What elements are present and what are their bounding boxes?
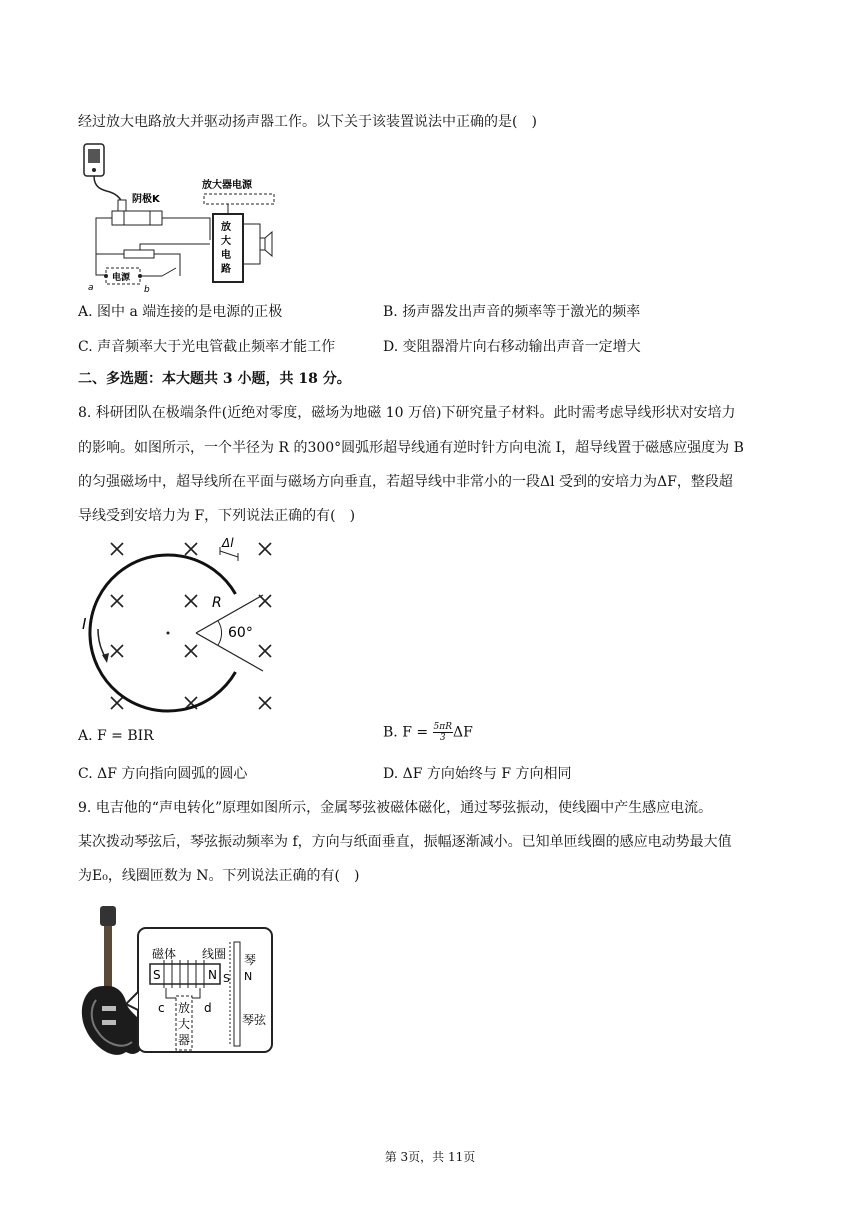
power-label: 电源: [112, 273, 131, 283]
svg-text:路: 路: [221, 264, 231, 275]
terminal-b: b: [144, 285, 150, 295]
q7-circuit-figure: [80, 140, 290, 295]
magnet-n: N: [208, 968, 217, 982]
terminal-a: a: [88, 283, 94, 293]
string-label: 琴弦: [242, 1013, 267, 1027]
q8-option-b-fraction: $\frac{5\pi R}{3}$: [433, 722, 452, 743]
string-n: N: [244, 970, 253, 983]
q7-stem: 经过放大电路放大并驱动扬声器工作。以下关于该装置说法中正确的是( ): [78, 114, 537, 130]
q9-line-3: 为E₀，线圈匝数为 N。下列说法正确的有( ): [78, 868, 360, 884]
lead-d: d: [204, 1001, 212, 1015]
svg-text:大: 大: [221, 236, 231, 247]
superconducting-arc: [90, 555, 236, 711]
angle-label: 60°: [228, 625, 253, 641]
svg-text:电: 电: [221, 250, 231, 261]
magnet-s: S: [153, 968, 161, 982]
page-footer: 第 3页，共 11页: [384, 1150, 476, 1164]
speaker-icon: [260, 238, 265, 250]
amp-power-label: 放大器电源: [202, 180, 252, 191]
segment-label: Δl: [222, 536, 234, 550]
coil-label: 线圈: [202, 947, 227, 961]
q7-option-c: C. 声音频率大于光电管截止频率才能工作: [78, 339, 336, 355]
q8-option-b-suffix: ΔF: [452, 724, 473, 741]
q9-guitar-figure: [78, 902, 278, 1064]
section-heading: 二、多选题：本大题共 3 小题，共 18 分。: [78, 371, 351, 387]
svg-text:大: 大: [178, 1017, 191, 1031]
q8-arc-figure: [78, 533, 288, 718]
svg-text:放: 放: [221, 222, 231, 233]
q8-option-d: D. ΔF 方向始终与 F 方向相同: [383, 766, 572, 782]
lead-c: c: [158, 1001, 165, 1015]
q8-option-a: A. F = BIR: [78, 728, 154, 744]
guitar-icon: [82, 906, 145, 1055]
q7-option-b: B. 扬声器发出声音的频率等于激光的频率: [383, 304, 641, 320]
q8-line-1: 8. 科研团队在极端条件(近绝对零度，磁场为地磁 10 万倍)下研究量子材料。此时需考虑导线形状对安培力: [78, 405, 736, 421]
magnet-label: 磁体: [152, 947, 177, 961]
svg-text:器: 器: [178, 1033, 191, 1047]
cathode-label: 阴极K: [132, 194, 160, 205]
q7-option-a: A. 图中 a 端连接的是电源的正极: [78, 304, 283, 320]
q8-option-b-prefix: B. F =: [383, 724, 433, 741]
q8-option-b: [383, 722, 473, 743]
q8-line-3: 的匀强磁场中，超导线所在平面与磁场方向垂直，若超导线中非常小的一段Δl 受到的安培力为ΔF，整段超: [78, 474, 733, 490]
q8-option-c: C. ΔF 方向指向圆弧的圆心: [78, 766, 248, 782]
q8-line-4: 导线受到安培力为 F，下列说法正确的有( ): [78, 508, 356, 524]
svg-text:放: 放: [178, 1001, 191, 1015]
radius-label: R: [212, 595, 222, 611]
q9-line-1: 9. 电吉他的“声电转化”原理如图所示，金属琴弦被磁体磁化，通过琴弦振动，使线圈中产生感应电流。: [78, 800, 713, 816]
string-s: S: [223, 972, 230, 985]
q9-line-2: 某次拨动琴弦后，琴弦振动频率为 f，方向与纸面垂直，振幅逐渐减小。已知单匝线圈的感应电动势最大值: [78, 834, 732, 850]
current-label: I: [82, 615, 87, 633]
q7-option-d: D. 变阻器滑片向右移动输出声音一定增大: [383, 339, 641, 355]
q8-line-2: 的影响。如图所示，一个半径为 R 的300°圆弧形超导线通有逆时针方向电流 I，超导线置于磁感应强度为 B: [78, 440, 744, 456]
string-top-label: 琴: [244, 953, 257, 967]
